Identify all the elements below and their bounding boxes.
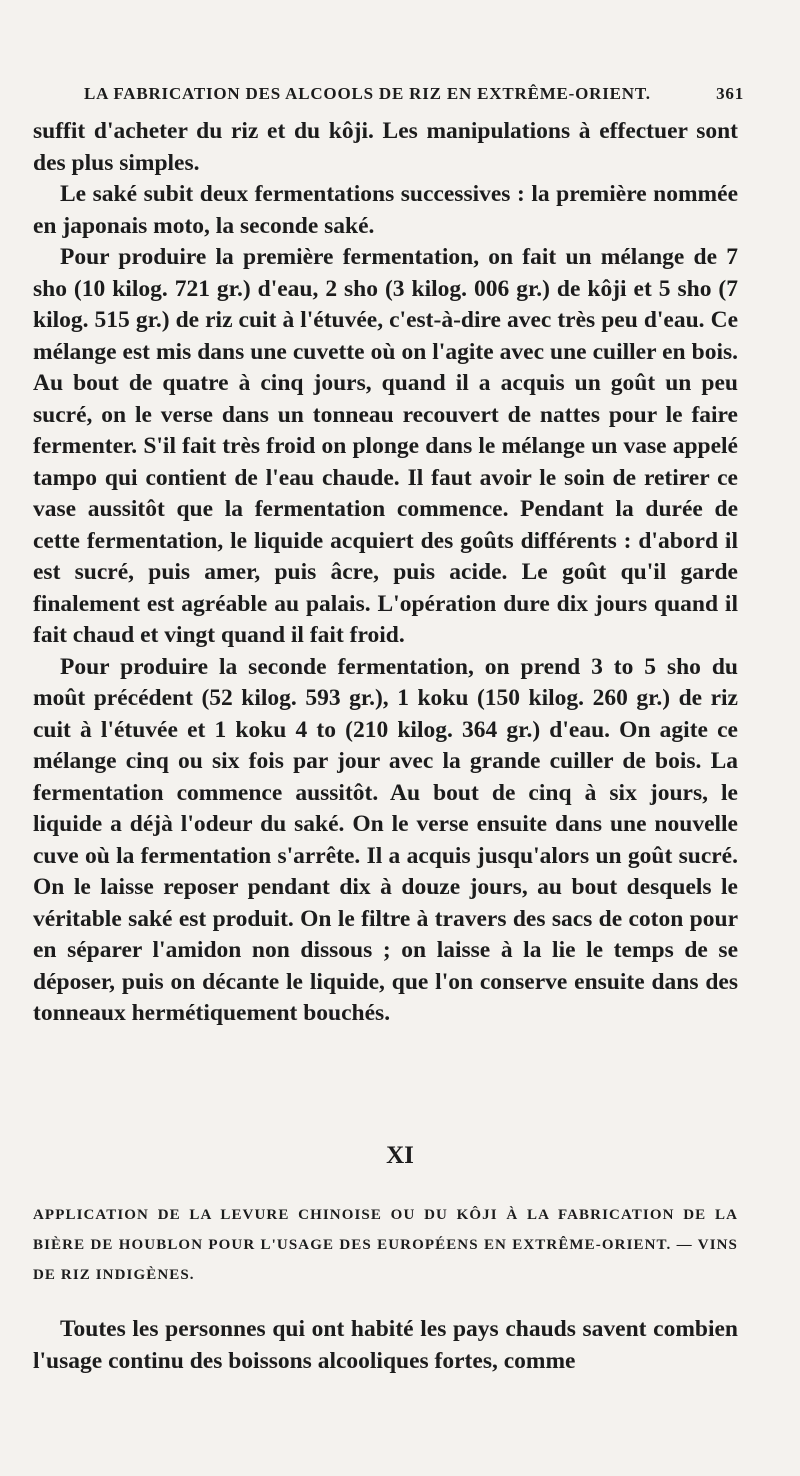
section-number: XI (386, 1142, 414, 1169)
paragraph-fermentations: Le saké subit deux fermentations successives : la première nommée en japonais moto, la seconde saké. (33, 181, 738, 239)
body-text (33, 116, 738, 1030)
page-number: 361 (716, 84, 744, 103)
paragraph-first-fermentation: Pour produire la première fermentation, on fait un mélange de 7 sho (10 kilog. 721 gr.) d'eau, 2 sho (3 kilog. 006 gr.) de kôji et 5 sho (7 kilog. 515 gr.) de riz cuit à l'étuvée, c'est-à-dire avec très peu d'eau. Ce mélange est mis dans une cuvette où on l'agite avec une cuiller en bois. Au bout de quatre à cinq jours, quand il a acquis un goût un peu sucré, on le verse dans un tonneau recouvert de nattes pour le faire fermenter. S'il fait très froid on plonge dans le mélange un vase appelé tampo qui contient de l'eau chaude. Il faut avoir le soin de retirer ce vase aussitôt que la fermentation commence. Pendant la durée de cette fermentation, le liquide acquiert des goûts différents : d'abord il est sucré, puis amer, puis âcre, puis acide. Le goût qu'il garde finalement est agréable au palais. L'opération dure dix jours quand il fait chaud et vingt quand il fait froid. (33, 244, 738, 648)
paragraph-closing: Toutes les personnes qui ont habité les pays chauds savent combien l'usage continu des boissons alcooliques fortes, comme (33, 1316, 738, 1374)
running-head (84, 84, 744, 104)
closing-text (33, 1314, 738, 1377)
paragraph-second-fermentation: Pour produire la seconde fermentation, on prend 3 to 5 sho du moût précédent (52 kilog. 593 gr.), 1 koku (150 kilog. 260 gr.) de riz cuit à l'étuvée et 1 koku 4 to (210 kilog. 364 gr.) d'eau. On agite ce mélange cinq ou six fois par jour avec la grande cuiller de bois. La fermentation commence aussitôt. Au bout de cinq à six jours, le liquide a déjà l'odeur du saké. On le verse ensuite dans une nouvelle cuve où la fermentation s'arrête. Il a acquis jusqu'alors un goût sucré. On le laisse reposer pendant dix à douze jours, au bout desquels le véritable saké est produit. On le filtre à travers des sacs de coton pour en séparer l'amidon non dissous ; on laisse à la lie le temps de se déposer, puis on décante le liquide, que l'on conserve ensuite dans des tonneaux hermétiquement bouchés. (33, 653, 738, 1026)
running-title: LA FABRICATION DES ALCOOLS DE RIZ EN EXTRÊME-ORIENT. (84, 84, 651, 103)
section-title: APPLICATION DE LA LEVURE CHINOISE OU DU KÔJI À LA FABRICATION DE LA BIÈRE DE HOUBLON POUR L'USAGE DES EUROPÉENS EN EXTRÊME-ORIENT. — VINS DE RIZ INDIGÈNES. (33, 1207, 738, 1283)
paragraph-continuation: suffit d'acheter du riz et du kôji. Les manipulations à effectuer sont des plus simples. (33, 118, 738, 176)
